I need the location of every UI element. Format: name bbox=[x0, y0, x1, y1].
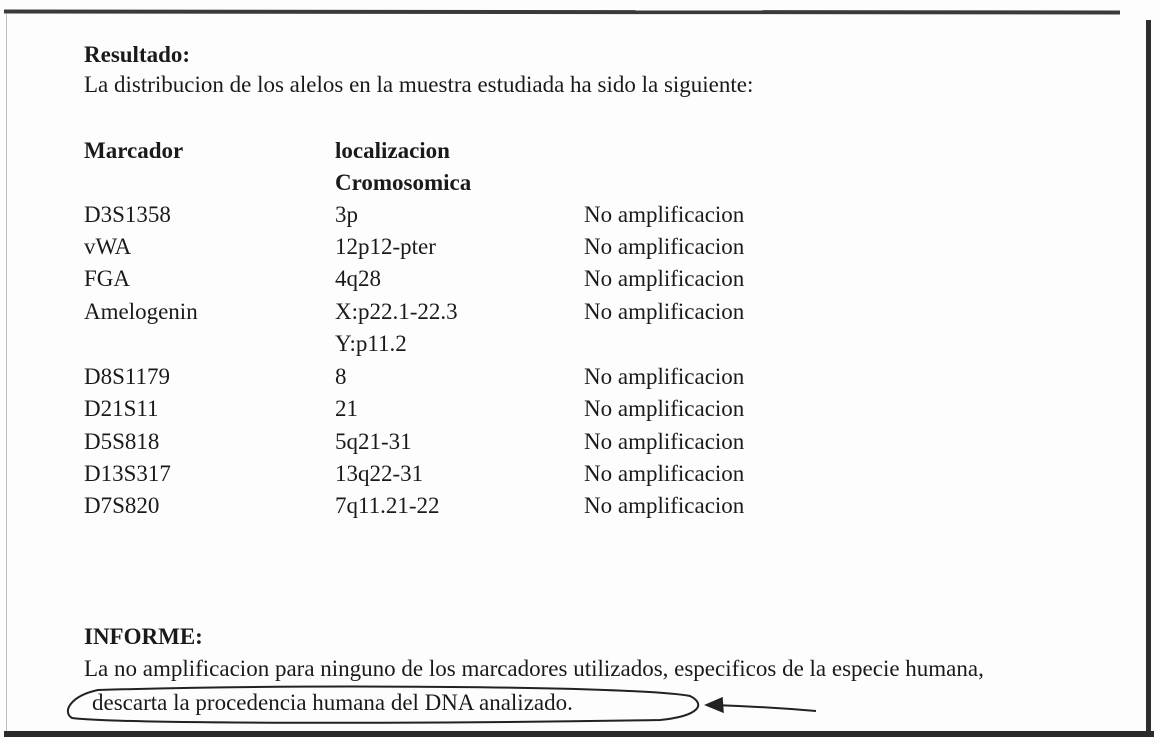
row-result: No amplificacion bbox=[584, 234, 745, 259]
row-marker: D5S818 bbox=[84, 429, 160, 454]
row-location: 7q11.21-22 bbox=[335, 493, 440, 518]
row-location: 5q21-31 bbox=[335, 429, 412, 454]
row-location: X:p22.1-22.3 bbox=[335, 299, 458, 324]
row-location: 21 bbox=[335, 396, 358, 421]
row-location: 8 bbox=[335, 364, 347, 389]
hand-drawn-arrow-shaft bbox=[714, 705, 816, 711]
row-location: 13q22-31 bbox=[335, 461, 424, 486]
frame-right-border bbox=[1146, 20, 1151, 734]
row-result: No amplificacion bbox=[584, 429, 745, 454]
table-header-location-line2: Cromosomica bbox=[335, 170, 472, 195]
frame-bottom-border bbox=[4, 731, 1154, 737]
row-marker: D7S820 bbox=[84, 493, 160, 518]
table-header-location: localizacion bbox=[335, 138, 450, 163]
frame-top-border bbox=[4, 10, 1120, 15]
row-result: No amplificacion bbox=[584, 396, 745, 421]
row-marker: FGA bbox=[84, 266, 131, 291]
row-result: No amplificacion bbox=[584, 493, 745, 518]
row-result: No amplificacion bbox=[584, 299, 745, 324]
row-result: No amplificacion bbox=[584, 202, 745, 227]
row-marker: D3S1358 bbox=[84, 202, 171, 227]
row-location: 4q28 bbox=[335, 266, 381, 291]
row-marker: Amelogenin bbox=[84, 299, 198, 324]
report-line-1: La no amplificacion para ninguno de los marcadores utilizados, especificos de la especie humana, bbox=[84, 656, 984, 681]
hand-drawn-arrow-head bbox=[706, 698, 723, 712]
result-heading: Resultado: bbox=[84, 42, 191, 67]
frame-left-border bbox=[6, 14, 7, 734]
row-result: No amplificacion bbox=[584, 364, 745, 389]
row-location: 12p12-pter bbox=[335, 234, 436, 259]
report-line-2: descarta la procedencia humana del DNA analizado. bbox=[92, 690, 573, 715]
row-marker: D13S317 bbox=[84, 461, 171, 486]
row-marker: vWA bbox=[84, 234, 132, 259]
table-header-marker: Marcador bbox=[84, 138, 184, 163]
row-result: No amplificacion bbox=[584, 461, 745, 486]
row-marker: D8S1179 bbox=[84, 364, 171, 389]
row-location: 3p bbox=[335, 202, 358, 227]
row-result: No amplificacion bbox=[584, 266, 745, 291]
row-marker: D21S11 bbox=[84, 396, 159, 421]
row-location-extra: Y:p11.2 bbox=[335, 331, 407, 356]
result-intro: La distribucion de los alelos en la muestra estudiada ha sido la siguiente: bbox=[84, 72, 754, 97]
report-heading: INFORME: bbox=[84, 624, 203, 649]
